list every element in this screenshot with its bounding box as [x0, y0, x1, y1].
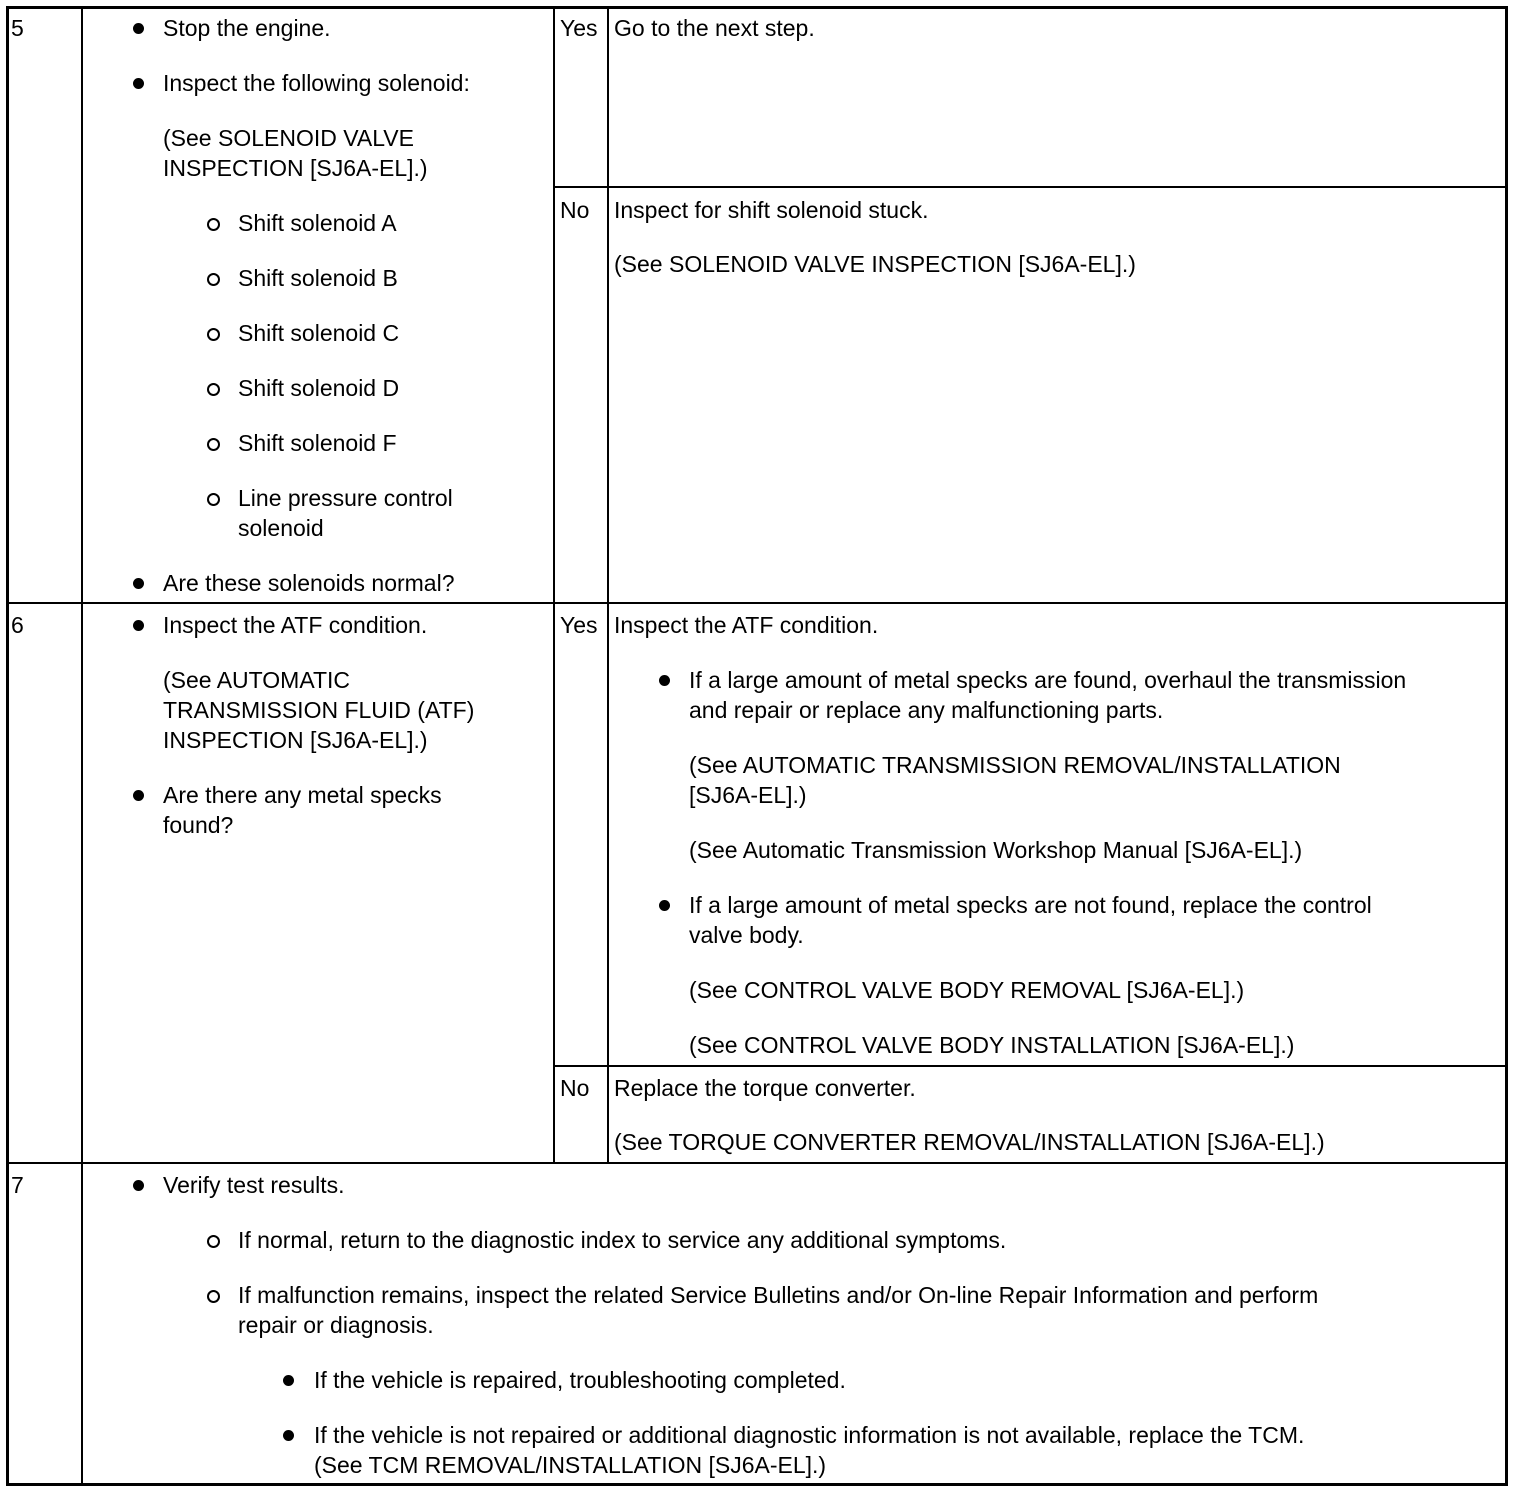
solenoid-list-item: Shift solenoid D — [238, 375, 400, 401]
sub-bullet-icon — [207, 328, 220, 341]
step6-reference-text: INSPECTION [SJ6A-EL].) — [163, 727, 428, 753]
solenoid-list-item: Shift solenoid B — [238, 265, 398, 291]
step7-remains-text: If malfunction remains, inspect the related Service Bulletins and/or On-line Repair Information and perform — [238, 1282, 1319, 1308]
step6-question: Are there any metal specks — [163, 782, 442, 808]
step5-action-text: Stop the engine. — [163, 15, 331, 41]
solenoid-list-item: solenoid — [238, 515, 324, 541]
step6-reference-text: (See AUTOMATIC — [163, 667, 351, 693]
step6-question: found? — [163, 812, 234, 838]
yes-label: Yes — [560, 612, 598, 638]
step6-7-divider — [6, 1162, 1508, 1164]
step5-yes-no-divider — [553, 186, 1508, 188]
sub-bullet-icon — [207, 273, 220, 286]
step5-reference-text: (See SOLENOID VALVE — [163, 125, 414, 151]
sub-bullet-icon — [207, 438, 220, 451]
step-number: 5 — [11, 15, 24, 41]
step7-not-repaired-text: If the vehicle is not repaired or additional diagnostic information is not available, replace the TCM. — [314, 1422, 1305, 1448]
step7-remains-text: repair or diagnosis. — [238, 1312, 434, 1338]
step7-not-repaired-reference: (See TCM REMOVAL/INSTALLATION [SJ6A-EL].) — [314, 1452, 827, 1478]
step5-no-reference: (See SOLENOID VALVE INSPECTION [SJ6A-EL].) — [614, 251, 1136, 277]
step5-6-divider — [6, 602, 1508, 604]
step7-normal-text: If normal, return to the diagnostic index to service any additional symptoms. — [238, 1227, 1007, 1253]
bullet-icon — [133, 790, 144, 801]
step6-yes-found-reference: [SJ6A-EL].) — [689, 782, 807, 808]
step6-yes-notfound: valve body. — [689, 922, 804, 948]
step5-action-text: Inspect the following solenoid: — [163, 70, 470, 96]
step6-yes-found: If a large amount of metal specks are found, overhaul the transmission — [689, 667, 1407, 693]
step6-yes-found-reference: (See AUTOMATIC TRANSMISSION REMOVAL/INSTALLATION — [689, 752, 1341, 778]
bullet-icon — [133, 578, 144, 589]
step6-yes-notfound-reference: (See CONTROL VALVE BODY REMOVAL [SJ6A-EL].) — [689, 977, 1245, 1003]
step6-yes-notfound: If a large amount of metal specks are not found, replace the control — [689, 892, 1372, 918]
step6-yes-found-reference: (See Automatic Transmission Workshop Manual [SJ6A-EL].) — [689, 837, 1303, 863]
solenoid-list-item: Shift solenoid F — [238, 430, 397, 456]
solenoid-list-item: Shift solenoid A — [238, 210, 397, 236]
step6-no-reference: (See TORQUE CONVERTER REMOVAL/INSTALLATION [SJ6A-EL].) — [614, 1129, 1325, 1155]
step5-yes-result: Go to the next step. — [614, 15, 815, 41]
bullet-icon — [659, 900, 670, 911]
no-label: No — [560, 1075, 590, 1101]
answer-column-divider — [607, 6, 609, 1164]
step6-yes-notfound-reference: (See CONTROL VALVE BODY INSTALLATION [SJ6A-EL].) — [689, 1032, 1295, 1058]
step5-question: Are these solenoids normal? — [163, 570, 455, 596]
bullet-icon — [659, 675, 670, 686]
step7-repaired-text: If the vehicle is repaired, troubleshooting completed. — [314, 1367, 846, 1393]
bullet-icon — [133, 78, 144, 89]
bullet-icon — [283, 1430, 294, 1441]
bullet-icon — [133, 23, 144, 34]
step6-reference-text: TRANSMISSION FLUID (ATF) — [163, 697, 475, 723]
sub-bullet-icon — [207, 383, 220, 396]
bullet-icon — [133, 620, 144, 631]
sub-bullet-icon — [207, 493, 220, 506]
step-number-column-divider — [81, 6, 83, 1486]
sub-bullet-icon — [207, 1290, 220, 1303]
step6-no-result: Replace the torque converter. — [614, 1075, 916, 1101]
step5-no-result: Inspect for shift solenoid stuck. — [614, 197, 929, 223]
solenoid-list-item: Line pressure control — [238, 485, 453, 511]
action-column-divider — [553, 6, 555, 1164]
step7-action-text: Verify test results. — [163, 1172, 345, 1198]
bullet-icon — [133, 1180, 144, 1191]
step5-reference-text: INSPECTION [SJ6A-EL].) — [163, 155, 428, 181]
bullet-icon — [283, 1375, 294, 1386]
step6-yes-found: and repair or replace any malfunctioning parts. — [689, 697, 1164, 723]
sub-bullet-icon — [207, 1235, 220, 1248]
yes-label: Yes — [560, 15, 598, 41]
step-number: 7 — [11, 1172, 24, 1198]
step6-yes-intro: Inspect the ATF condition. — [614, 612, 879, 638]
no-label: No — [560, 197, 590, 223]
step6-action-text: Inspect the ATF condition. — [163, 612, 428, 638]
step6-yes-no-divider — [553, 1065, 1508, 1067]
solenoid-list-item: Shift solenoid C — [238, 320, 400, 346]
sub-bullet-icon — [207, 218, 220, 231]
step-number: 6 — [11, 612, 24, 638]
